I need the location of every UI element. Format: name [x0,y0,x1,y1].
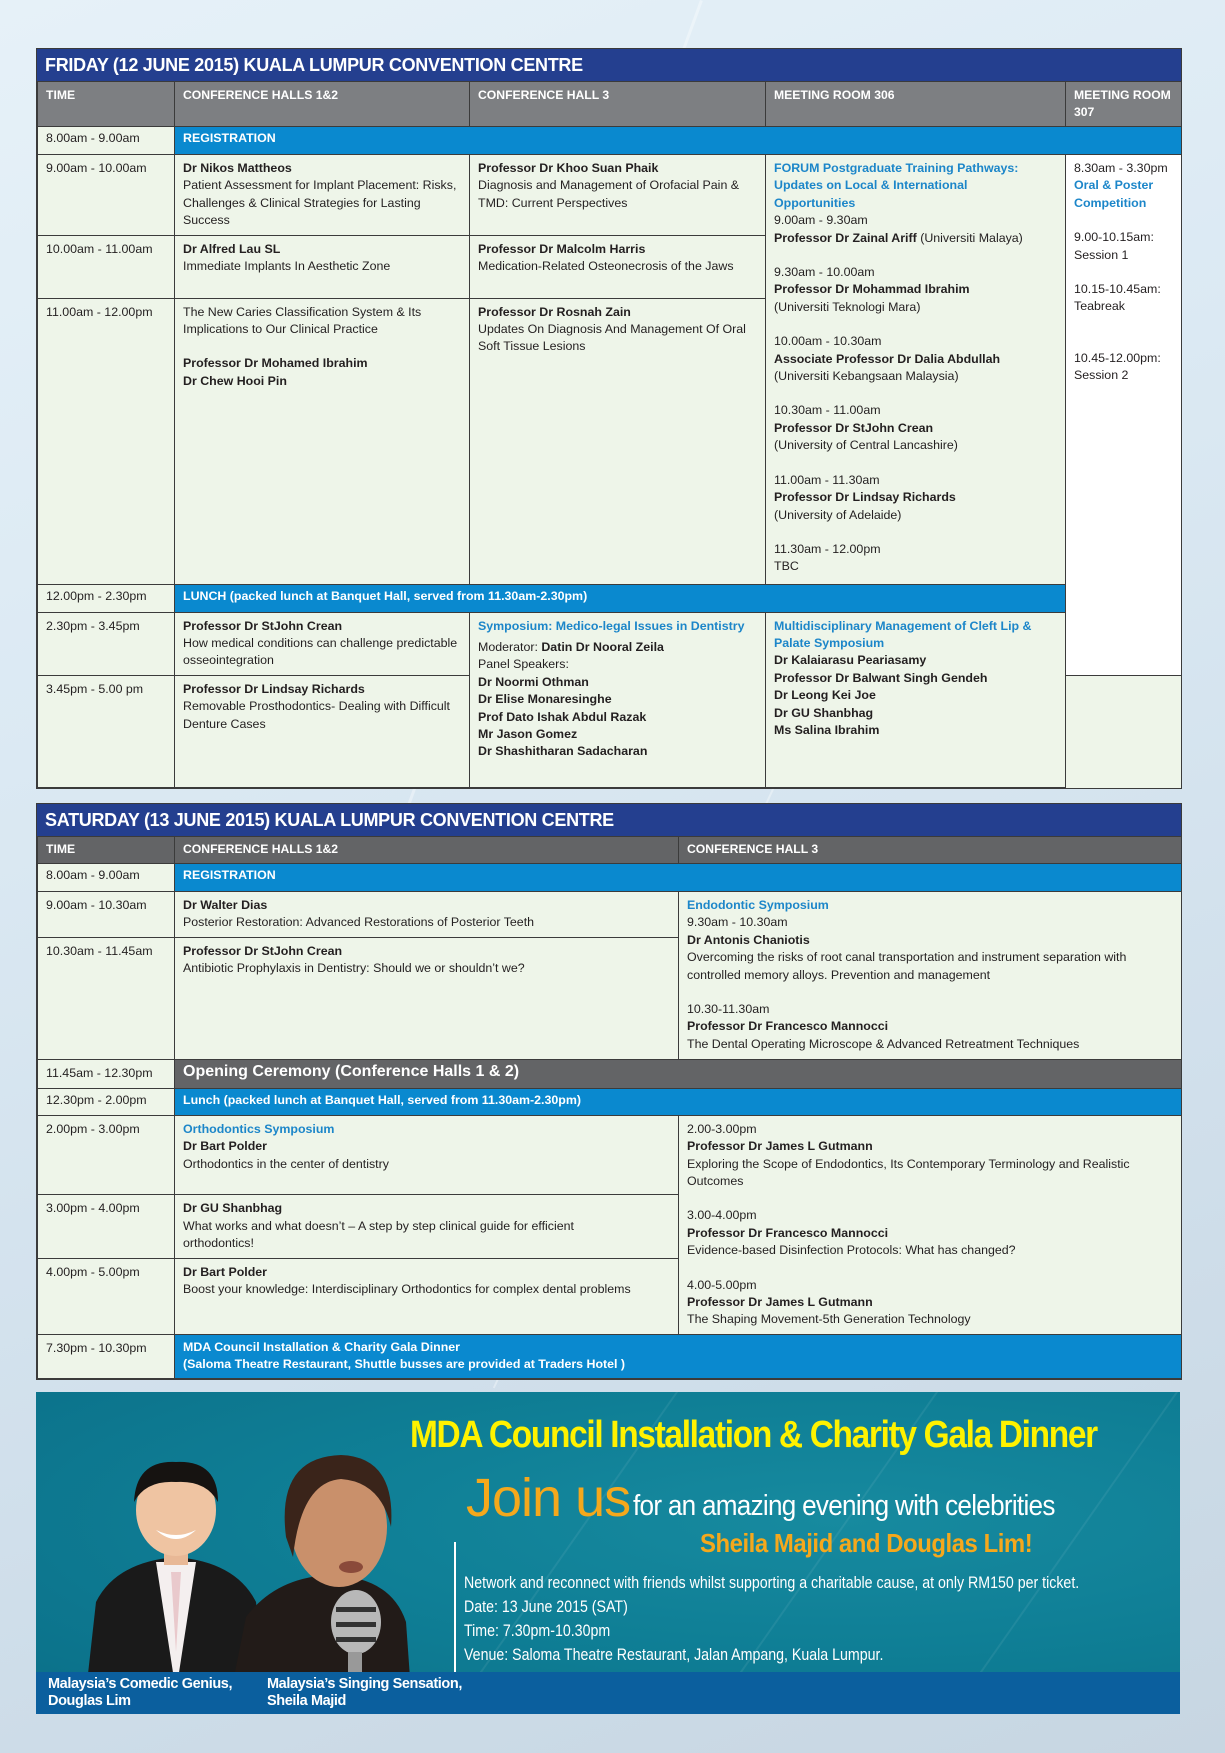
slot-time: 11.30am - 12.00pm [774,541,881,556]
symposium-title: Endodontic Symposium [687,898,829,912]
session-topic: Medication-Related Osteonecrosis of the Jaws [478,259,734,274]
slot-topic: The Dental Operating Microscope & Advanced Retreatment Techniques [687,1036,1080,1051]
speaker-name: Professor Dr StJohn Crean [183,618,343,633]
poster-item-time: 9.00-10.15am: [1074,230,1154,245]
slot-time: 3.00-4.00pm [687,1208,757,1223]
time-cell: 7.30pm - 10.30pm [38,1334,175,1378]
session-topic: Boost your knowledge: Interdisciplinary Orthodontics for complex dental problems [183,1281,631,1296]
forum-cell [766,155,1066,585]
slot-speaker: Professor Dr James L Gutmann [687,1295,873,1310]
speaker-name: Professor Dr Khoo Suan Phaik [478,161,659,175]
header-hall-3: CONFERENCE HALL 3 [679,837,1182,864]
slot-speaker: Dr Antonis Chaniotis [687,932,810,947]
session-topic: Posterior Restoration: Advanced Restorations of Posterior Teeth [183,915,535,930]
details-network: Network and reconnect with friends whilst supporting a charitable cause, at only RM150 per ticket. [464,1574,1080,1592]
session-topic: Antibiotic Prophylaxis in Dentistry: Should we or shouldn’t we? [183,961,525,976]
poster-item-time: 10.45-12.00pm: [1074,350,1161,365]
session-cell [470,298,766,584]
time-cell: 3.45pm - 5.00 pm [38,675,175,787]
friday-schedule [36,48,1182,789]
symposium-speaker: Dr Kalaiarasu Peariasamy [774,653,927,668]
poster-cell [1066,155,1182,676]
session-cell [175,937,679,1059]
symposium-title: Symposium: Medico-legal Issues in Dentistry [478,618,745,633]
session-topic: What works and what doesn’t – A step by step clinical guide for efficient orthodontics! [183,1218,574,1250]
session-cell [175,298,470,584]
details-date: Date: 13 June 2015 (SAT) [464,1598,628,1616]
sheila-majid-photo [231,1447,431,1692]
session-cell [175,1195,679,1258]
slot-speaker: Professor Dr Francesco Mannocci [687,1225,889,1240]
symposium-speaker: Professor Dr Balwant Singh Gendeh [774,670,988,685]
symposium-title: Multidisciplinary Management of Cleft Lip & Palate Symposium [774,618,1032,651]
slot-time: 9.30am - 10.00am [774,265,875,280]
caption-sheila: Malaysia’s Singing Sensation, Sheila Majid [267,1676,462,1709]
session-cell [470,235,766,298]
session-cell [175,235,470,298]
symposium-speaker: Dr GU Shanbhag [774,705,874,720]
friday-title: FRIDAY (12 JUNE 2015) KUALA LUMPUR CONVENTION CENTRE [37,49,1181,81]
friday-table [37,81,1182,788]
table-row [38,892,1182,938]
dinner-label [175,1334,1182,1378]
session-topic: Removable Prosthodontics- Dealing with Difficult Denture Cases [183,699,450,731]
slot-speaker: Professor Dr Lindsay Richards [774,490,956,505]
speaker-name: Dr Bart Polder [183,1139,267,1154]
opening-label: Opening Ceremony (Conference Halls 1 & 2) [175,1059,1182,1088]
time-cell: 9.00am - 10.00am [38,155,175,236]
time-cell: 12.00pm - 2.30pm [38,584,175,612]
session-topic: Updates On Diagnosis And Management Of Oral Soft Tissue Lesions [478,322,746,354]
speaker-name: Professor Dr Mohamed Ibrahim [183,356,368,371]
lunch-row [38,584,1182,612]
speaker-name: Dr Nikos Mattheos [183,161,292,175]
details-venue: Venue: Saloma Theatre Restaurant, Jalan Ampang, Kuala Lumpur. [464,1646,884,1664]
header-room-307: MEETING ROOM 307 [1066,82,1182,127]
time-cell: 9.00am - 10.30am [38,892,175,938]
header-time: TIME [38,837,175,864]
time-cell: 12.30pm - 2.00pm [38,1088,175,1115]
speaker-name: Professor Dr Lindsay Richards [183,681,365,696]
slot-speaker: Professor Dr StJohn Crean [774,420,934,435]
celebrities-text: Sheila Majid and Douglas Lim! [700,1528,1033,1558]
divider [454,1542,456,1678]
time-cell: 11.00am - 12.00pm [38,298,175,584]
table-row [38,1115,1182,1194]
slot-time: 10.30am - 11.00am [774,403,881,418]
slot-speaker: Professor Dr Francesco Mannocci [687,1019,889,1034]
forum-title: FORUM Postgraduate Training Pathways: Updates on Local & International Opportunities [774,161,1019,210]
hall3-afternoon-cell [679,1115,1182,1334]
time-cell: 2.00pm - 3.00pm [38,1115,175,1194]
speaker-name: Dr Walter Dias [183,898,268,912]
registration-row [38,864,1182,892]
poster-item-label: Session 1 [1074,247,1129,262]
session-topic: Diagnosis and Management of Orofacial Pain & TMD: Current Perspectives [478,178,740,210]
session-cell [175,675,470,787]
speaker-name: Professor Dr Rosnah Zain [478,304,631,319]
slot-time: 4.00-5.00pm [687,1277,757,1292]
slot-time: 10.00am - 10.30am [774,334,882,349]
session-topic: Immediate Implants In Aesthetic Zone [183,259,391,274]
slot-topic: Evidence-based Disinfection Protocols: What has changed? [687,1243,1016,1258]
speaker-name: Professor Dr Malcolm Harris [478,241,646,256]
panel-speaker: Prof Dato Ishak Abdul Razak [478,709,647,724]
time-cell: 3.00pm - 4.00pm [38,1195,175,1258]
slot-affiliation: (University of Adelaide) [774,507,902,522]
slot-time: 10.30-11.30am [687,1002,770,1017]
slot-time: 9.00am - 9.30am [774,213,868,228]
time-cell: 10.30am - 11.45am [38,937,175,1059]
poster-title: Oral & Poster Competition [1074,178,1154,210]
speaker-name: Dr Alfred Lau SL [183,241,281,256]
registration-row [38,127,1182,155]
session-cell [175,1115,679,1194]
symposium-speaker: Dr Leong Kei Joe [774,688,876,703]
header-time: TIME [38,82,175,127]
saturday-title: SATURDAY (13 JUNE 2015) KUALA LUMPUR CONVENTION CENTRE [37,804,1181,836]
poster-item-time: 10.15-10.45am: [1074,282,1161,297]
registration-label: REGISTRATION [175,864,1182,892]
dinner-line-2: (Saloma Theatre Restaurant, Shuttle busses are provided at Traders Hotel ) [183,1357,626,1372]
speaker-name: Dr GU Shanbhag [183,1201,283,1216]
header-room-306: MEETING ROOM 306 [766,82,1066,127]
panel-speaker: Mr Jason Gomez [478,727,578,742]
dinner-row [38,1334,1182,1378]
slot-speaker: Professor Dr James L Gutmann [687,1139,873,1154]
poster-item-label: Teabreak [1074,299,1125,314]
caption-douglas: Malaysia’s Comedic Genius, Douglas Lim [48,1676,233,1709]
slot-topic: The Shaping Movement-5th Generation Technology [687,1312,971,1327]
session-topic: Patient Assessment for Implant Placement: Risks, Challenges & Clinical Strategies for Lasting Success [183,178,457,228]
slot-topic: Exploring the Scope of Endodontics, Its Contemporary Terminology and Realistic Outcomes [687,1156,1130,1189]
opening-row [38,1059,1182,1088]
panel-speaker: Dr Noormi Othman [478,674,589,689]
moderator: Moderator: Datin Dr Nooral Zeila [478,640,664,655]
slot-affiliation: (University of Central Lancashire) [774,438,958,453]
details-time: Time: 7.30pm-10.30pm [464,1622,611,1640]
event-details [464,1571,1079,1667]
poster-item-label: Session 2 [1074,368,1129,383]
lunch-label: Lunch (packed lunch at Banquet Hall, served from 11.30am-2.30pm) [175,1088,1182,1115]
tagline: for an amazing evening with celebrities [633,1490,1055,1522]
slot-affiliation: (Universiti Kebangsaan Malaysia) [774,369,959,384]
banner-headline: MDA Council Installation & Charity Gala Dinner [410,1414,1097,1456]
slot-speaker: Professor Dr Zainal Ariff (Universiti Malaya) [774,230,1023,245]
caption-bar [36,1672,1180,1714]
time-cell: 4.00pm - 5.00pm [38,1258,175,1334]
session-cell [175,612,470,675]
panel-speaker: Dr Elise Monaresinghe [478,692,612,707]
slot-time: 11.00am - 11.30am [774,472,880,487]
header-hall-3: CONFERENCE HALL 3 [470,82,766,127]
table-row [38,612,1182,675]
session-cell [175,1258,679,1334]
header-halls-1-2: CONFERENCE HALLS 1&2 [175,82,470,127]
symposium-title: Orthodontics Symposium [183,1121,335,1136]
slot-affiliation: TBC [774,559,799,574]
poster-time: 8.30am - 3.30pm [1074,161,1168,175]
session-cell [470,155,766,236]
lunch-row [38,1088,1182,1115]
speaker-name: Professor Dr StJohn Crean [183,943,343,958]
table-row [38,155,1182,236]
time-cell: 11.45am - 12.30pm [38,1059,175,1088]
slot-time: 2.00-3.00pm [687,1121,757,1136]
session-cell [175,155,470,236]
slot-speaker: Associate Professor Dr Dalia Abdullah [774,351,1001,366]
lunch-label: LUNCH (packed lunch at Banquet Hall, served from 11.30am-2.30pm) [175,584,1066,612]
session-cell [175,892,679,938]
panel-speaker: Dr Shashitharan Sadacharan [478,744,648,759]
slot-time: 9.30am - 10.30am [687,915,788,930]
time-cell: 10.00am - 11.00am [38,235,175,298]
join-us-text: Join us [466,1468,631,1528]
session-topic: Orthodontics in the center of dentistry [183,1156,389,1171]
cleft-cell [766,612,1066,787]
session-topic: How medical conditions can challenge predictable osseointegration [183,636,458,668]
speaker-name: Dr Chew Hooi Pin [183,373,287,388]
slot-speaker: Professor Dr Mohammad Ibrahim [774,282,970,297]
session-topic: The New Caries Classification System & Its Implications to Our Clinical Practice [183,304,422,337]
symposium-speaker: Ms Salina Ibrahim [774,723,880,738]
medico-legal-cell [470,612,766,787]
registration-label: REGISTRATION [175,127,1182,155]
dinner-line-1: MDA Council Installation & Charity Gala Dinner [183,1339,460,1354]
panel-label: Panel Speakers: [478,657,569,672]
time-cell: 2.30pm - 3.45pm [38,612,175,675]
time-cell: 8.00am - 9.00am [38,864,175,892]
header-halls-1-2: CONFERENCE HALLS 1&2 [175,837,679,864]
time-cell: 8.00am - 9.00am [38,127,175,155]
gala-dinner-banner [36,1392,1180,1714]
saturday-table [37,836,1182,1379]
speaker-name: Dr Bart Polder [183,1264,267,1279]
slot-topic: Overcoming the risks of root canal transportation and instrument separation with controlled memory alloys. Prevention and management [687,950,1127,982]
saturday-schedule [36,803,1182,1380]
slot-affiliation: (Universiti Teknologi Mara) [774,299,921,314]
endo-cell [679,892,1182,1060]
